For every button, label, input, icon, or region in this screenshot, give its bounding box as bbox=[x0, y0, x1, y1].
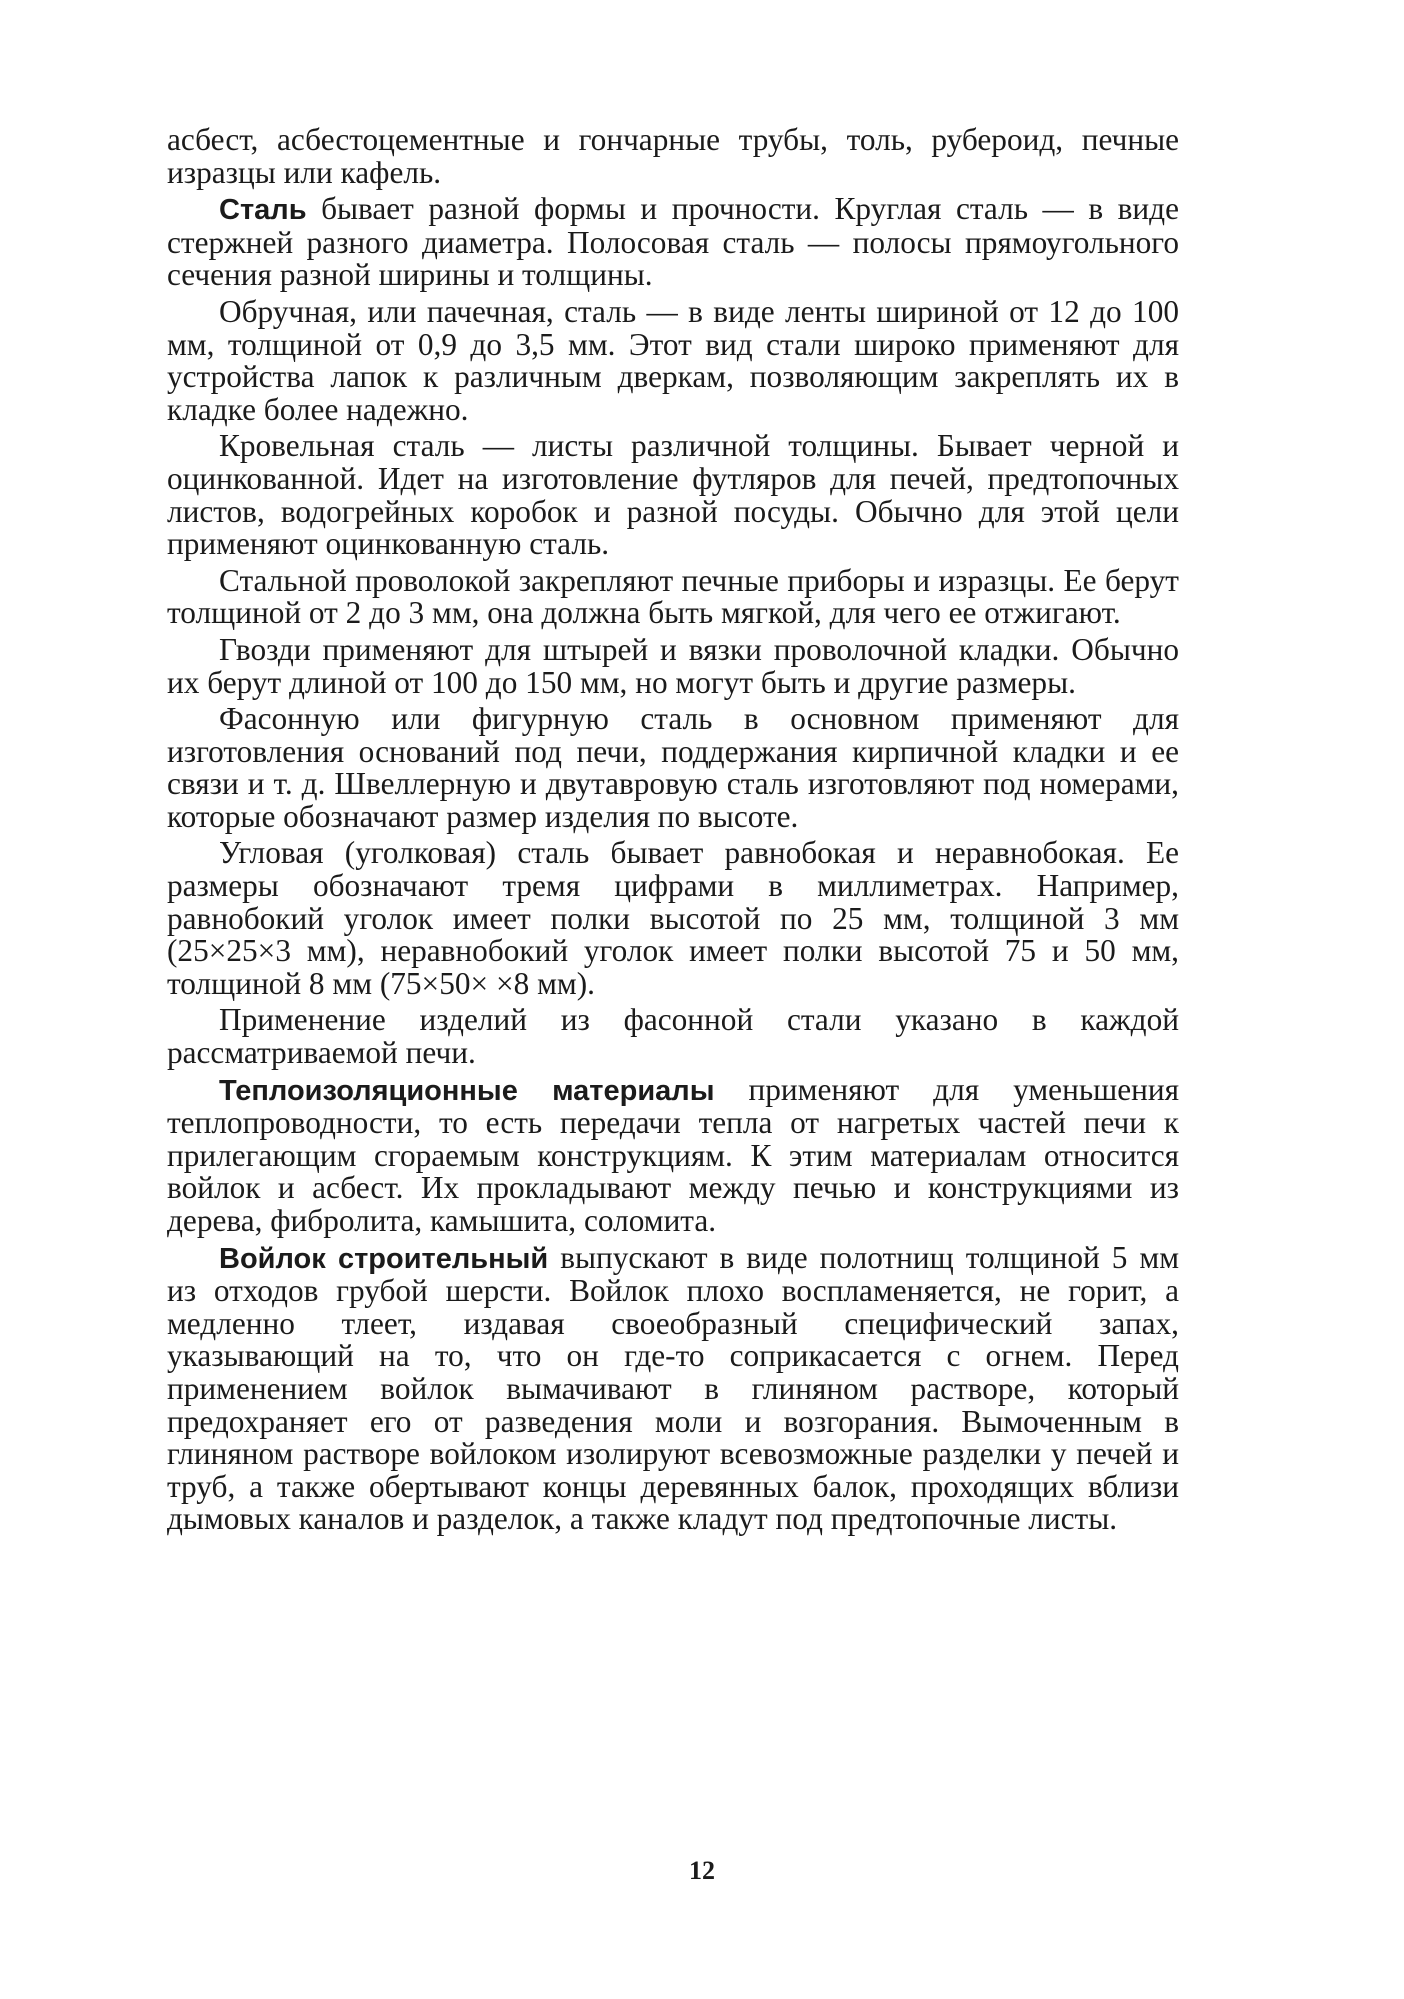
paragraph-felt bbox=[167, 1239, 1180, 1537]
paragraph-shaped-steel bbox=[167, 703, 1179, 833]
paragraph-steel-wire bbox=[167, 562, 1179, 631]
term-insulation: Теплоизоляционные материалы bbox=[219, 1074, 715, 1107]
paragraph-text: Фасонную или фигурную сталь в основном применяют для изготовления оснований под печи, поддержания кирпичной кладки и ее связи и т. д. Швеллерную и двутавровую сталь изготовляют под номерами, которые обозначают размер изделия по высоте. bbox=[167, 701, 1179, 834]
paragraph-text: Гвозди применяют для штырей и вязки проволочной кладки. Обычно их берут длиной от 100 до 150 мм, но могут быть и другие размеры. bbox=[167, 631, 1179, 700]
term-steel: Сталь bbox=[219, 194, 307, 227]
page-number: 12 bbox=[689, 1856, 715, 1885]
paragraph-nails bbox=[167, 631, 1179, 700]
paragraph-shaped-steel-use bbox=[167, 1004, 1179, 1069]
paragraph-text: Угловая (уголковая) сталь бывает равнобокая и неравнобокая. Ее размеры обозначают тремя цифрами в миллиметрах. Например, равнобокий уголок имеет полки высотой по 25 мм, толщиной 3 мм (25×25×3 мм), неравнобокий уголок имеет полки высотой 75 и 50 мм, толщиной 8 мм (75×50× ×8 мм). bbox=[167, 835, 1179, 1001]
paragraph-text: Стальной проволокой закрепляют печные приборы и изразцы. Ее берут толщиной от 2 до 3 мм, она должна быть мягкой, для чего ее отжигают. bbox=[167, 562, 1179, 631]
paragraph-continuation bbox=[167, 124, 1179, 189]
paragraph-text: Обручная, или пачечная, сталь — в виде ленты шириной от 12 до 100 мм, толщиной от 0,9 до 3,5 мм. Этот вид стали широко применяют для устройства лапок к различным дверкам, позволяющим закреплять их в кладке более надежно. bbox=[167, 293, 1179, 427]
paragraph-text: выпускают в виде полотнищ толщиной 5 мм из отходов грубой шерсти. Войлок плохо воспламеняется, не горит, а медленно тлеет, издавая своеобразный специфический запах, указывающий на то, что он где-то соприкасается с огнем. Перед применением войлок вымачивают в глиняном растворе, который предохраняет его от разведения моли и возгорания. Вымоченным в глиняном растворе войлоком изолируют всевозможные разделки у печей и труб, а также обертывают концы деревянных балок, проходящих вблизи дымовых каналов и разделок, а также кладут под предтопочные листы. bbox=[167, 1239, 1180, 1537]
paragraph-text: Применение изделий из фасонной стали указано в каждой рассматриваемой печи. bbox=[167, 1002, 1179, 1071]
paragraph-angle-steel bbox=[167, 837, 1179, 1000]
paragraph-hoop-steel bbox=[167, 293, 1179, 427]
paragraph-text: бывает разной формы и прочности. Круглая сталь — в виде стержней разного диаметра. Полосовая сталь — полосы прямоугольного сечения разной ширины и толщины. bbox=[167, 191, 1179, 293]
paragraph-roofing-steel bbox=[167, 430, 1179, 560]
paragraph-text: применяют для уменьшения теплопроводности, то есть передачи тепла от нагретых частей печи к прилегающим сгораемым конструкциям. К этим материалам относится войлок и асбест. Их прокладывают между печью и конструкциями из дерева, фибролита, камышита, соломита. bbox=[167, 1071, 1179, 1238]
paragraph-insulation bbox=[167, 1071, 1179, 1238]
paragraph-steel bbox=[167, 193, 1179, 292]
term-felt: Войлок строительный bbox=[219, 1242, 549, 1275]
paragraph-text: Кровельная сталь — листы различной толщины. Бывает черной и оцинкованной. Идет на изготовление футляров для печей, предтопочных листов, водогрейных коробок и разной посуды. Обычно для этой цели применяют оцинкованную сталь. bbox=[167, 428, 1179, 562]
body-text bbox=[167, 124, 1179, 1540]
paragraph-text: асбест, асбестоцементные и гончарные трубы, толь, рубероид, печные изразцы или кафель. bbox=[167, 122, 1179, 190]
